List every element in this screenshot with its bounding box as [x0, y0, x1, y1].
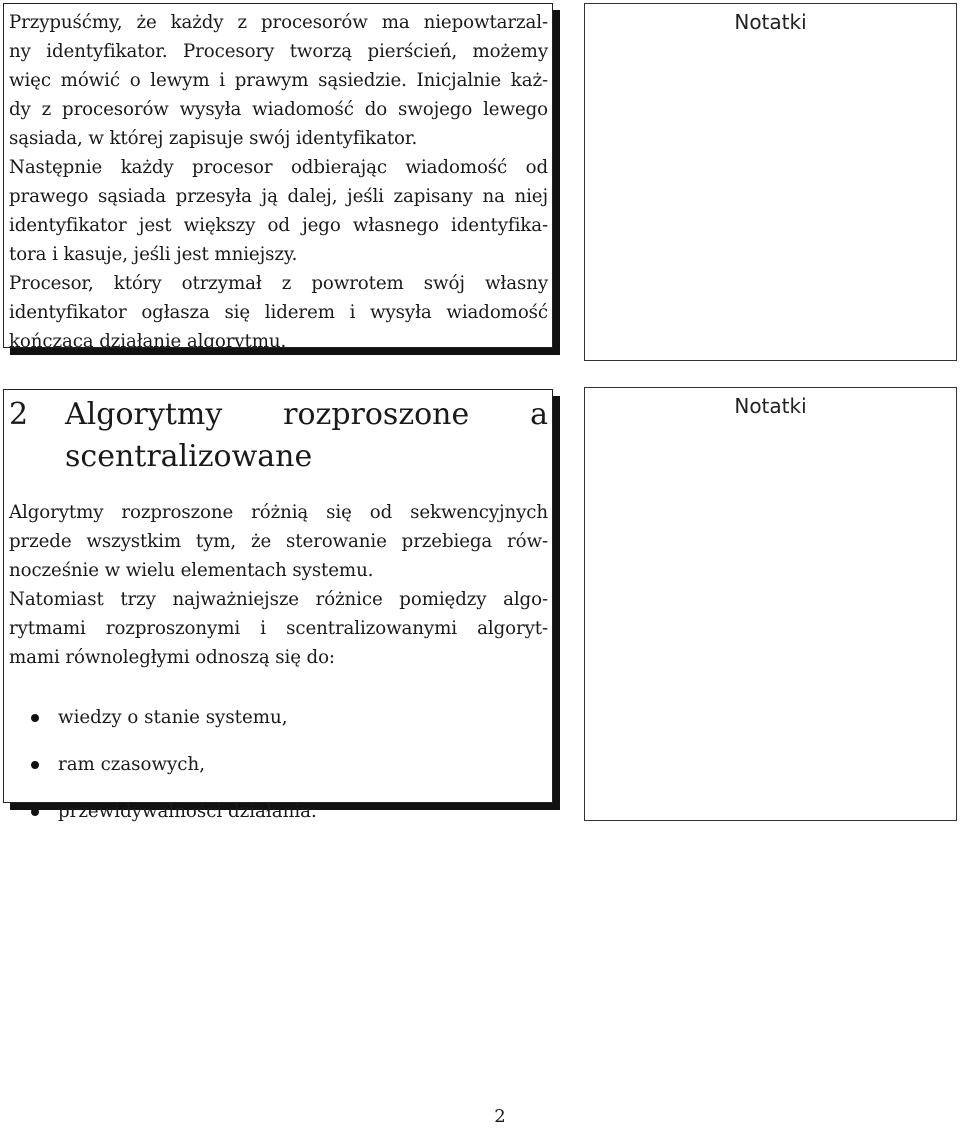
list-item-text: wiedzy o stanie systemu, — [58, 707, 288, 728]
text-line: więc mówić o lewym i prawym sąsiedzie. Inicjalnie każ- — [9, 70, 548, 91]
section-title-line: scentralizowane — [65, 439, 313, 474]
text-line: Przypuśćmy, że każdy z procesorów ma niepowtarzal- — [9, 12, 548, 33]
notes-box-1 — [584, 3, 957, 361]
text-line: przede wszystkim tym, że sterowanie przebiega rów- — [9, 531, 548, 552]
slide1-paragraph-1 — [9, 8, 548, 153]
text-line: Procesor, który otrzymał z powrotem swój własny — [9, 273, 548, 294]
text-line: Następnie każdy procesor odbierając wiadomość od — [9, 157, 548, 178]
section-number: 2 — [9, 397, 29, 432]
bullet-icon — [31, 761, 39, 769]
text-line: rytmami rozproszonymi i scentralizowanymi algoryt- — [9, 618, 548, 639]
section-heading — [9, 390, 548, 478]
slide1-paragraph-3 — [9, 269, 548, 356]
text-line: sąsiada, w której zapisuje swój identyfikator. — [9, 128, 418, 149]
text-line: nocześnie w wielu elementach systemu. — [9, 560, 374, 581]
text-line: tora i kasuje, jeśli jest mniejszy. — [9, 244, 298, 265]
text-line: Natomiast trzy najważniejsze różnice pomiędzy algo- — [9, 589, 548, 610]
text-line: Algorytmy rozproszone różnią się od sekwencyjnych — [9, 502, 548, 523]
list-item — [9, 741, 548, 788]
slide1-paragraph-2 — [9, 153, 548, 269]
bullet-list — [9, 694, 548, 835]
bullet-icon — [31, 808, 39, 816]
text-line: dy z procesorów wysyła wiadomość do swojego lewego — [9, 99, 548, 120]
text-line: ny identyfikator. Procesory tworzą pierścień, możemy — [9, 41, 548, 62]
notes-label: Notatki — [734, 10, 807, 34]
notes-label: Notatki — [734, 394, 807, 418]
bullet-icon — [31, 714, 39, 722]
list-item — [9, 694, 548, 741]
list-item — [9, 788, 548, 835]
notes-box-2 — [584, 387, 957, 821]
text-line: identyfikator jest większy od jego własnego identyfika- — [9, 215, 548, 236]
list-item-text: ram czasowych, — [58, 754, 205, 775]
text-line: kończącą działanie algorytmu. — [9, 331, 287, 352]
text-line: mami równoległymi odnoszą się do: — [9, 647, 335, 668]
list-item-text: przewidywalności działania. — [58, 801, 317, 822]
section-title-line: Algorytmy rozproszone a — [65, 397, 548, 432]
section-title — [65, 394, 548, 478]
slide2-paragraph-2 — [9, 585, 548, 672]
text-line: prawego sąsiada przesyła ją dalej, jeśli zapisany na niej — [9, 186, 548, 207]
slide-frame-2 — [3, 389, 553, 822]
text-line: identyfikator ogłasza się liderem i wysyła wiadomość — [9, 302, 548, 323]
slide-frame-1 — [3, 3, 553, 352]
page-number: 2 — [494, 1106, 506, 1127]
slide2-paragraph-1 — [9, 498, 548, 585]
